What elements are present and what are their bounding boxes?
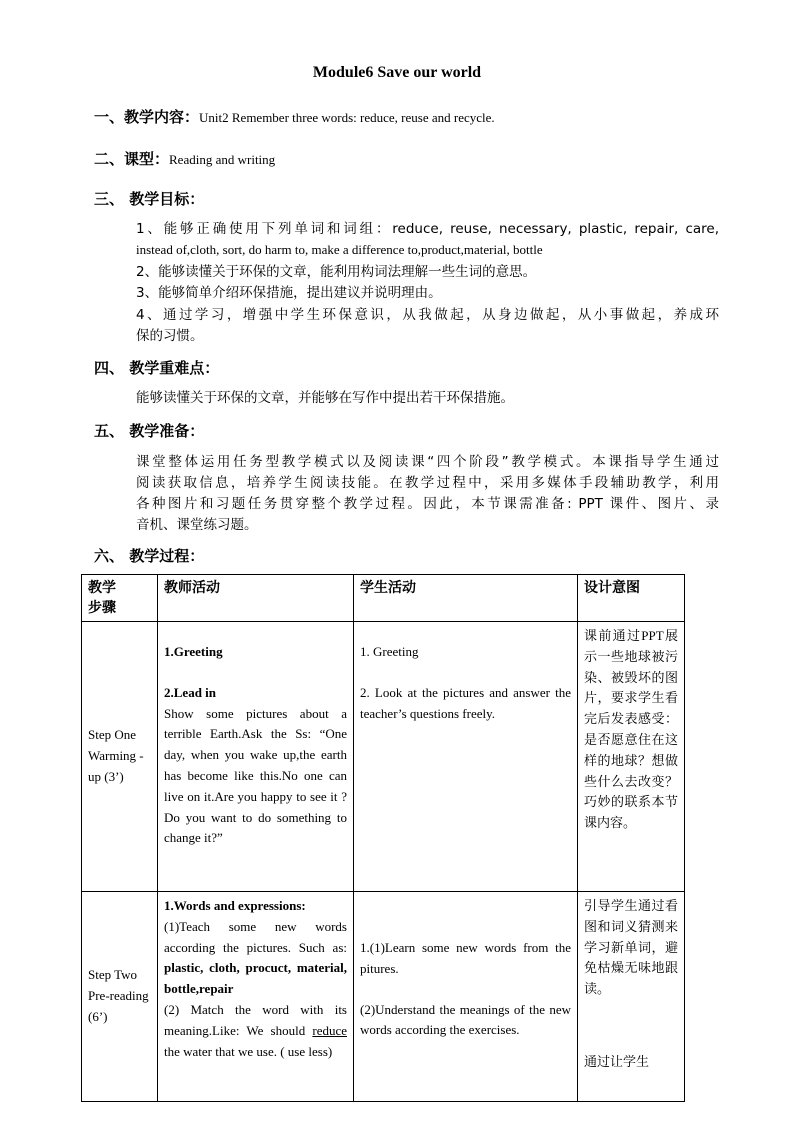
design-intent-text-continued: 通过让学生 [584,1053,650,1069]
teacher-activity-cell [158,892,354,1102]
teacher-match-text: (2) Match the word with its meaning.Like: We should [164,1001,347,1038]
teacher-teach-text: (1)Teach some new words according the pictures. Such as: [164,918,347,955]
design-intent-cell [578,892,685,1102]
table-header-row [82,575,685,622]
table-row-pre-reading [82,892,685,1102]
header-teacher-activity: 教师活动 [158,575,354,622]
student-learn-words: 1.(1)Learn some new words from the pitures. [360,940,571,976]
teacher-words-heading: 1.Words and expressions: [164,898,306,913]
step-cell: Step One Warming -up (3’) [82,622,158,892]
header-student-activity: 学生活动 [354,575,578,622]
section-process-heading: 六、 教学过程： [94,547,205,565]
objective-2: 2、能够读懂关于环保的文章，能利用构词法理解一些生词的意思。 [136,264,537,280]
teacher-greeting: 1.Greeting [164,644,223,659]
header-step [82,575,158,622]
teacher-match-underlined: reduce [312,1022,347,1038]
section-heading: 一、教学内容： [94,108,200,126]
section-preparation-heading: 五、 教学准备： [94,422,205,440]
objective-1-line-1: 1、能够正确使用下列单词和词组：reduce, reuse, necessary, plastic, repair, care, [136,221,719,237]
teacher-teach-words [164,917,347,1000]
student-activity-cell [354,622,578,892]
objective-4-line-2: 保的习惯。 [136,328,204,344]
section-heading: 二、课型： [94,150,170,168]
teacher-new-words: plastic, cloth, procuct, material, bottle,repair [164,960,347,997]
student-greeting: 1. Greeting [360,644,419,659]
section-objectives-heading: 三、 教学目标： [94,190,205,208]
student-look-answer: 2. Look at the pictures and answer the teacher’s questions freely. [360,684,571,721]
teaching-process-table [81,574,685,1102]
objective-1-line-2: instead of,cloth, sort, do harm to, make a difference to,product,material, bottle [136,242,543,257]
section-content: Reading and writing [169,152,276,167]
step-cell: Step Two Pre-reading (6’) [82,892,158,1102]
objective-3: 3、能够简单介绍环保措施，提出建议并说明理由。 [136,285,442,301]
teacher-lead-in: 2.Lead in [164,684,217,700]
table-row-warming-up [82,622,685,892]
teacher-lead-in-text: Show some pictures about a terrible Earth.Ask the Ss: “One day, when you wake up,the earth has become like this.No one can live on it.Are you happy to see it ? Do you want to do something to change it?” [164,705,347,846]
design-intent-text: 引导学生通过看图和词义猜测来学习新单词，避免枯燥无味地跟读。 [584,898,678,997]
preparation-line-3: 各种图片和习题任务贯穿整个教学过程。因此，本节课需准备: PPT 课件、图片、录 [136,496,719,512]
objective-4-line-1: 4、通过学习，增强中学生环保意识，从我做起，从身边做起，从小事做起，养成环 [136,307,719,323]
header-step-line-2: 步骤 [88,600,116,616]
key-points-content: 能够读懂关于环保的文章，并能够在写作中提出若干环保措施。 [136,390,514,406]
preparation-line-4: 音机、课堂练习题。 [136,517,258,533]
student-activity-cell [354,892,578,1102]
teacher-match-words [164,1000,347,1062]
section-key-points-heading: 四、 教学重难点： [94,359,220,377]
preparation-line-2: 阅读获取信息，培养学生阅读技能。在教学过程中，采用多媒体手段辅助教学，利用 [136,475,719,491]
header-step-line-1: 教学 [88,580,116,596]
design-intent-cell: 课前通过PPT展示一些地球被污染、被毁坏的图片，要求学生看完后发表感受：是否愿意住在这样的地球？想做些什么去改变？巧妙的联系本节课内容。 [578,622,685,892]
teacher-match-rest: the water that we use. ( use less) [164,1043,333,1059]
teacher-activity-cell [158,622,354,892]
document-title: Module6 Save our world [312,64,482,81]
section-teaching-content [94,106,495,127]
section-content: Unit2 Remember three words: reduce, reuse and recycle. [199,110,495,125]
section-lesson-type [94,148,275,169]
preparation-line-1: 课堂整体运用任务型教学模式以及阅读课“四个阶段”教学模式。本课指导学生通过 [136,454,719,470]
header-design-intent: 设计意图 [578,575,685,622]
student-understand-meanings: (2)Understand the meanings of the new words according the exercises. [360,1001,571,1038]
